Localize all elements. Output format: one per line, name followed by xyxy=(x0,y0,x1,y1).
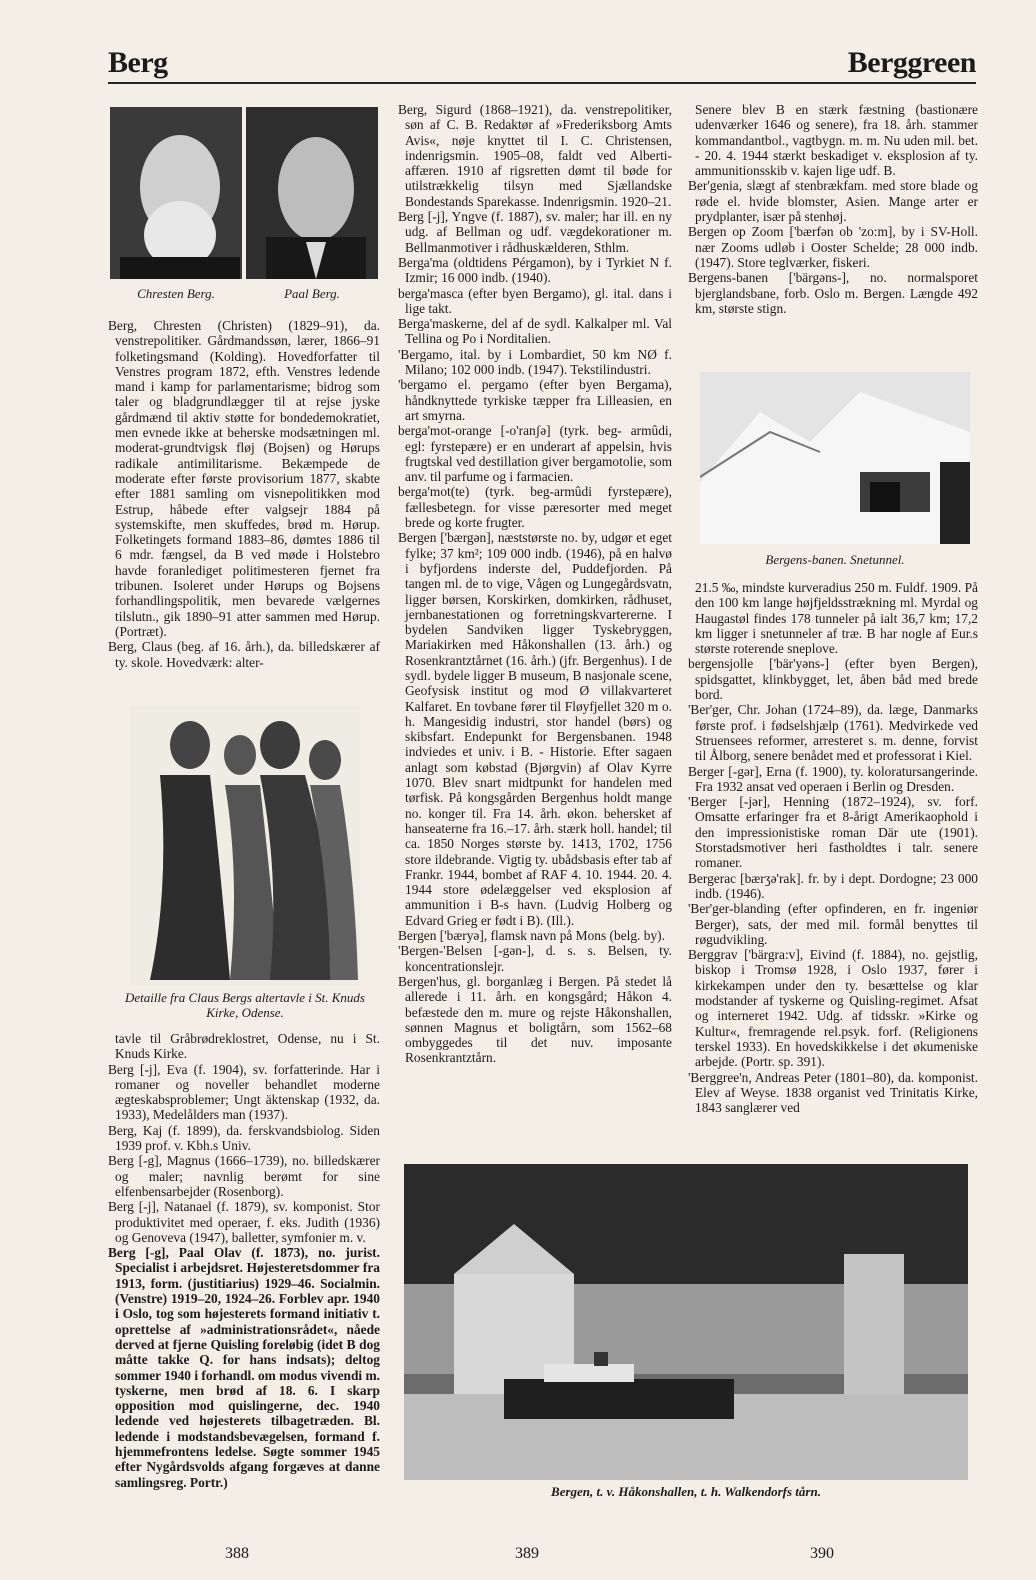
page-number-390: 390 xyxy=(810,1545,834,1562)
portrait-figure-icon xyxy=(110,107,242,279)
entry-bergerac: Bergerac [bærʒə'rak]. fr. by i dept. Dordogne; 23 000 indb. (1946). xyxy=(688,870,978,901)
page-number-388: 388 xyxy=(225,1545,249,1562)
entry-berger-chr: 'Ber'ger, Chr. Johan (1724–89), da. læge, Danmarks første prof. i fødselshjælp (1761). Medvirkede ved Struensees reformer, arresteret s. m. denne, forvist til Ålborg, senere benådet med et professorat i Kiel. xyxy=(688,702,978,764)
entry-bergamotte: berga'mot(te) (tyrk. beg-armûdi fyrstepære), fællesbetegn. for visse pæresorter med meget brede og korte frugter. xyxy=(398,484,672,531)
column-a-top xyxy=(108,318,380,670)
column-c-top xyxy=(688,102,978,316)
entry-bergamot-orange: berga'mot-orange [-o'ranʃə] (tyrk. beg- armûdi, egl: fyrstepære) er en underart af appelsin, hvis frugtskal ved destillation giver bergamotolie, som anv. til parfume og i farmacien. xyxy=(398,423,672,485)
caption-tunnel: Bergens-banen. Snetunnel. xyxy=(765,552,905,567)
entry-berger-erna: Berger [-gər], Erna (f. 1900), ty. koloratursangerinde. Fra 1932 ansat ved operaen i Berlin og Dresden. xyxy=(688,763,978,794)
running-header xyxy=(108,44,976,84)
entry-bergenia: Ber'genia, slægt af stenbrækfam. med store blade og røde el. hvide blomster, Asien. Mange arter er prydplanter, især på stenhøj. xyxy=(688,178,978,225)
entry-bergen: Bergen ['bærgən], næststørste no. by, udgør et eget fylke; 37 km²; 109 000 indb. (1946), på en halvø i byfjordens inderste del, Puddefjorden. På tangen ml. de to vige, Vågen og Lungegårdsvatn, ligger børsen, Korskirken, domkirken, rådhuset, jernbanestationen og forretningskvartererne. I bydelen Sandviken ligger Tyskebryggen, Mariakirken med Håkonshallen (13. årh.) og Rosenkrantztårnet (16. årh.) (jfr. Bergenhus). I de sydl. bydele ligger B museum, B nasjonale scene, Geofysisk institut og mod Ø villakvarteret Kalfaret. En tovbane fører til Fløyfjellet 320 m o. h. Mangesidig industri, stor handel (børs) og skibsfart. Endepunkt for Bergensbanen. 1948 indviedes et univ. i B. - Historie. Efter sagaen anlagt som købstad (Bjørgvin) af Olav Kyrre 1070. Blev snart midtpunkt for handelen med tørfisk. På kongsgården Bergenhus holdt mange no. konger til. Fra 14. årh. økon. behersket af hanseaterne fra 16.–17. årh. stærk holl. handel; til ca. 1850 Norges største by. 1413, 1702, 1756 store ildebrande. Vigtig ty. ubådsbasis efter tab af Frankr. 1944, bombet af RAF 4. 10. 1944. 20. 4. 1944 store ødelæggelser ved eksplosion af ammunition i B-s havn. (Ludvig Holberg og Edvard Grieg er født i B). (Ill.). xyxy=(398,530,672,928)
entry-berger-blanding: 'Ber'ger-blanding (efter opfinderen, en fr. ingeniør Berger), sats, der med mil. formål benyttes til røgudvikling. xyxy=(688,901,978,947)
entry-bergamo-city: 'Bergamo, ital. by i Lombardiet, 50 km NØ f. Milano; 102 000 indb. (1947). Tekstilindustri. xyxy=(398,346,672,378)
entry-bergens-banen-cont: 21.5 ‰, mindste kurveradius 250 m. Fuldf. 1909. På den 100 km lange højfjeldsstrækning ml. Myrdal og Haugastøl findes 178 tunneler på ialt 36,7 km; 17,2 km ligger i snetunneler af træ. B har nogle af Eur.s største roterende sneplove. xyxy=(695,580,978,657)
entry-berggreen: 'Berggree'n, Andreas Peter (1801–80), da. komponist. Elev af Weyse. 1838 organist ved Trinitatis Kirke, 1843 sanglærer ved xyxy=(688,1069,978,1116)
caption-portrait-2: Paal Berg. xyxy=(284,286,340,301)
page-number-389: 389 xyxy=(515,1545,539,1562)
caption-portrait-1: Chresten Berg. xyxy=(137,286,215,301)
caption-altarpiece: Detaille fra Claus Bergs altertavle i St. Knuds Kirke, Odense. xyxy=(124,990,365,1020)
entry-bergamo-rug: 'bergamo el. pergamo (efter byen Bergama), håndknyttede tyrkiske tæpper fra Lilleasien, en art smyrna. xyxy=(398,377,672,423)
column-b xyxy=(398,102,672,1066)
entry-bergamasca: berga'masca (efter byen Bergamo), gl. ital. dans i lige takt. xyxy=(398,285,672,316)
portrait-chresten-berg xyxy=(110,107,242,279)
entry-berg-natanael: Berg [-j], Natanael (f. 1879), sv. komponist. Stor produktivitet med operaer, f. eks. Judith (1936) og Genoveva (1947), balletter, symfonier m. v. xyxy=(108,1199,380,1245)
caption-city: Bergen, t. v. Håkonshallen, t. h. Walkendorfs tårn. xyxy=(551,1484,821,1499)
column-c-bottom xyxy=(688,580,978,1115)
entry-bergen-belsen: 'Bergen-'Belsen [-gən-], d. s. s. Belsen, ty. koncentrationslejr. xyxy=(398,943,672,974)
entry-berg-claus: Berg, Claus (beg. af 16. årh.), da. billedskærer af ty. skole. Hovedværk: alter- xyxy=(108,639,380,670)
bergen-harbor-icon xyxy=(404,1164,968,1480)
portrait-paal-berg xyxy=(246,107,378,279)
entry-bergamaskerne: Berga'maskerne, del af de sydl. Kalkalper ml. Val Tellina og Po i Norditalien. xyxy=(398,316,672,347)
header-right-word: Berggreen xyxy=(847,46,976,79)
entry-bergen-op-zoom: Bergen op Zoom ['bærfən ob 'zo:m], by i SV-Holl. nær Zooms udløb i Ooster Schelde; 28 000 indb. (1947). Store teglværker, fiskeri. xyxy=(688,224,978,270)
entry-bergen-mons: Bergen ['bæryə], flamsk navn på Mons (belg. by). xyxy=(398,928,665,944)
carved-figures-icon xyxy=(130,705,360,985)
entry-berg-eva: Berg [-j], Eva (f. 1904), sv. forfatterinde. Har i romaner og noveller behandlet moderne ægteskabsproblemer; Ungt äktenskap (1932, da. 1933), Medelålders man (1937). xyxy=(108,1061,380,1123)
entry-berg-paal: Berg [-g], Paal Olav (f. 1873), no. jurist. Specialist i arbejdsret. Højesteretsdommer fra 1913, form. (justitiarius) 1929–46. Socialmin. (Venstre) 1919–20, 1924–26. Forblev apr. 1940 i Oslo, tog som højesterets formand initiativ t. oprettelse af »administrationsrådet«, nåede derved at fjerne Quisling foreløbig (idet B dog måtte takke Q. for hans indsats); deltog sommer 1940 i forhandl. om modus vivendi m. tyskerne, men brød af 18. 6. I skarp opposition mod quislingerne, dec. 1940 ledende ved højesterets tilbagetræden. Bl. ledende i modstandsbevægelsen, formand f. hjemmefrontens ledelse. Søgte sommer 1945 efter Nygårdsvolds afgang forgæves at danne samlingsreg. Portr.) xyxy=(108,1245,380,1490)
entry-bergensjolle: bergensjolle ['bär'yəns-] (efter byen Bergen), spidsgattet, klinkbygget, let, åben båd med brede bord. xyxy=(688,656,978,703)
entry-berg-sigurd: Berg, Sigurd (1868–1921), da. venstrepolitiker, søn af C. B. Redaktør af »Frederiksborg Amts Avis«, nøje knyttet til I. C. Christensen, indenrigsmin. 1905–08, faldt ved Alberti-affæren. 1910 af rigsretten dømt til bøde for utilstrækkelig tilsyn med Sjællandske Bondestands Sparekasse. Indenrigsmin. 1920–21. xyxy=(398,102,672,209)
bergen-city-image xyxy=(404,1164,968,1480)
header-left-word: Berg xyxy=(108,46,168,79)
snow-tunnel-image xyxy=(700,372,970,544)
entry-berg-magnus: Berg [-g], Magnus (1666–1739), no. billedskærer og maler; navnlig berømt for sine elfenbensarbejder (Rosenborg). xyxy=(108,1153,380,1199)
entry-berg-yngve: Berg [-j], Yngve (f. 1887), sv. maler; har ill. en ny udg. af Bellman og udf. vægdekorationer m. Bellmanmotiver i rådhuskælderen, Sthlm. xyxy=(398,209,672,255)
entry-berg-chresten: Berg, Chresten (Christen) (1829–91), da. venstrepolitiker. Gårdmandssøn, lærer, 1866–91 folketingsmand (Kolding). Hovedforfatter til Venstres program 1872, efth. Venstres ledende mand i kamp for parlamentarisme; bidrog som taler og bladgrundlægger til at rejse jyske gårdmænd til aktiv støtte for bondedemokratiet, men evnede ikke at beherske modsætningen ml. moderat-grundtvigsk fløj (Bojsen) og Hørups radikale antimilitarisme. Bekæmpede de moderate efter første provisorium 1877, skabte efter 1881 samling om visnepolitikken mod Estrup, håbede efter valgsejr 1884 på systemskifte, men skuffedes, brød m. Hørup. Folketingets formand 1883–86, dømtes 1886 til 6 mdr. fængsel, da B ved møde i Holstebro havde foranlediget politimesteren fjernet fra tribunen. Isoleret under Hørups og Bojsens forhandlingspolitik, men bevarede vælgernes tilslutn., gik 1890–91 atter sammen med Hørup. (Portræt). xyxy=(108,318,380,639)
snow-tunnel-icon xyxy=(700,372,970,544)
entry-berggrav: Berggrav ['bärgra:v], Eivind (f. 1884), no. gejstlig, biskop i Tromsø 1928, i Oslo 1937, fører i kirkekampen under den ty. besættelse og klar modstander af tyskerne og Quisling-regimet. Afsat og interneret 1942. Udg. af tidsskr. »Kirke og Kultur«, fremragende rel.psyk. forf. (Religionens terskel 1933). En hovedskikkelse i det økumeniske arbejde. (Portr. sp. 391). xyxy=(688,947,978,1070)
column-a-bottom xyxy=(108,1031,380,1490)
entry-bergenhus: Bergen'hus, gl. borganlæg i Bergen. På stedet lå allerede i 11. årh. en kongsgård; Håkon 4. befæstede den m. mure og rejste Håkonshallen, sønnen Magnus et boligtårn, som 1562–68 ombyggedes til det nuv. imposante Rosenkrantztårn. xyxy=(398,973,672,1066)
portrait-figure-icon xyxy=(246,107,378,279)
entry-claus-cont: tavle til Gråbrødreklostret, Odense, nu i St. Knuds Kirke. xyxy=(115,1031,380,1062)
entry-berg-kaj: Berg, Kaj (f. 1899), da. ferskvandsbiolog. Siden 1939 prof. v. Kbh.s Univ. xyxy=(108,1122,380,1154)
entry-bergens-banen: Bergens-banen ['bärgəns-], no. normalsporet bjerglandsbane, forb. Oslo m. Bergen. Længde 492 km, største stign. xyxy=(688,270,978,316)
altarpiece-image xyxy=(130,705,360,985)
entry-bergama: Berga'ma (oldtidens Pérgamon), by i Tyrkiet N f. Izmir; 16 000 indb. (1940). xyxy=(398,254,672,286)
entry-bergenhus-cont: Senere blev B en stærk fæstning (bastionære udenværker 1646 og senere), fra 18. årh. stammer kommandantbol., vagtbygn. m. m. Nu uden mil. bet. - 20. 4. 1944 stærkt beskadiget v. eksplosion af ty. ammunitionsskib v. kajen lige udf. B. xyxy=(695,102,978,179)
entry-berger-henning: 'Berger [-jər], Henning (1872–1924), sv. forf. Omsatte erfaringer fra et 8-årigt Amerikaophold i den impressionistiske roman Där ute (1901). Storstadsmotiver heri fastholdtes i talr. senere romaner. xyxy=(688,794,978,871)
